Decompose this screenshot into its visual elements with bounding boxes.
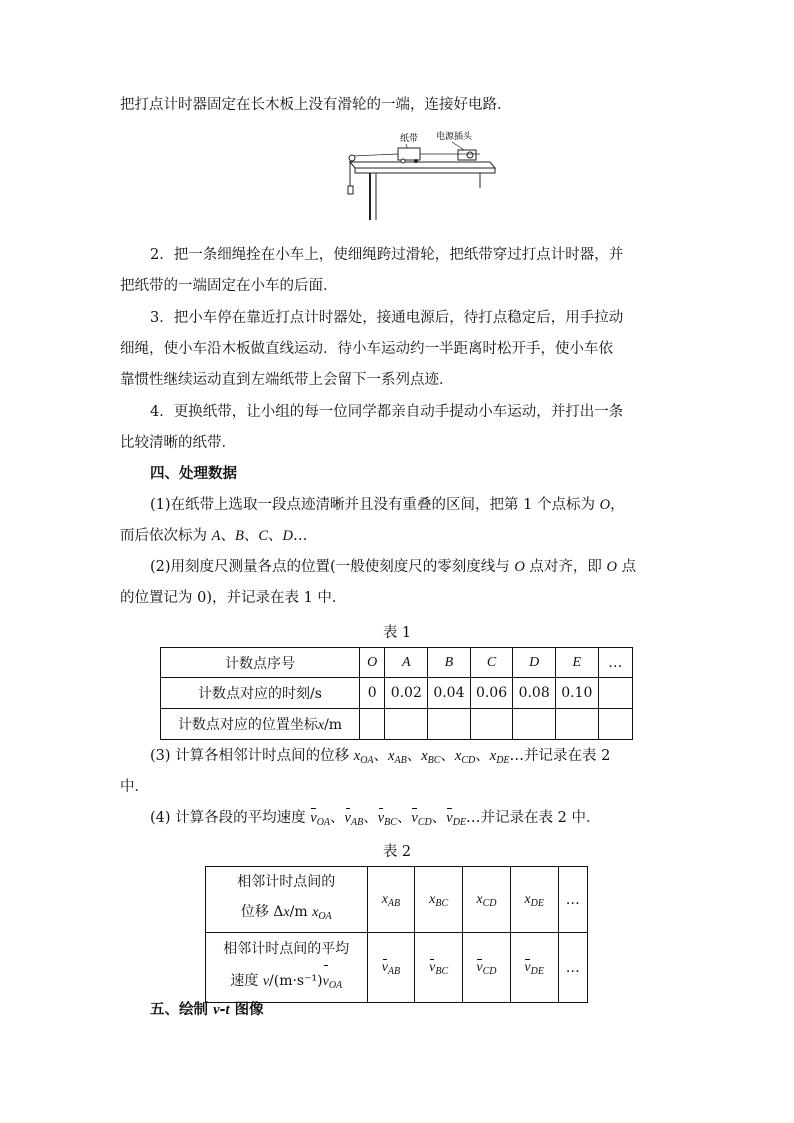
table1-cell: 0.08: [513, 678, 556, 709]
p2-line1: (2)用刻度尺测量各点的位置(一般使刻度尺的零刻度线与 O 点对齐，即 O 点: [150, 559, 637, 575]
pulley: [349, 155, 355, 161]
table1: [160, 647, 633, 740]
apparatus-figure: [340, 128, 500, 223]
table1-row-points: [161, 648, 633, 678]
step3-line1: 3．把小车停在靠近打点计时器处，接通电源后，待打点稳定后，用手拉动: [150, 310, 624, 326]
step4-line1: 4．更换纸带，让小组的每一位同学都亲自动手提动小车运动，并打出一条: [150, 404, 624, 420]
step3-line3: 靠惯性继续运动直到左端纸带上会留下一系列点迹．: [120, 372, 454, 388]
table1-cell: D: [513, 648, 556, 678]
table2-cell: $v_{CD}$: [463, 933, 511, 1003]
intro-line: 把打点计时器固定在长木板上没有滑轮的一端，连接好电路．: [120, 97, 512, 113]
table2-row-velocity: [206, 933, 588, 1003]
table1-cell: …: [598, 648, 632, 678]
section5-title: 五、绘制 v-t 图像: [150, 1001, 264, 1018]
figure-label-plug: 电源插头: [436, 132, 473, 142]
table1-cell: [555, 709, 598, 740]
p2-line2: 的位置记为 0)，并记录在表 1 中．: [120, 590, 347, 606]
table1-cell: E: [555, 648, 598, 678]
step3-line2: 细绳，使小车沿木板做直线运动．待小车运动约一半距离时松开手，使小车依: [120, 341, 613, 357]
table2: [205, 866, 588, 1003]
cart: [398, 148, 420, 160]
table1-header-times: 计数点对应的时刻/s: [161, 678, 360, 709]
table2-cell: $v_{DE}$: [510, 933, 558, 1003]
table1-cell: [428, 709, 471, 740]
section4-title: 四、处理数据: [150, 465, 237, 482]
table2-cell: $x_{DE}$: [510, 867, 558, 933]
table1-cell: 0.10: [555, 678, 598, 709]
table1-cell: [513, 709, 556, 740]
table2-cell: …: [558, 867, 587, 933]
table1-caption: 表 1: [382, 625, 412, 641]
table2-row-displacement: [206, 867, 588, 933]
table2-cell: $v_{BC}$: [415, 933, 463, 1003]
table2-cell: $x_{AB}$: [367, 867, 415, 933]
table2-caption: 表 2: [382, 844, 412, 860]
table2-cell: $v_{AB}$: [367, 933, 415, 1003]
table2-header-displacement: 相邻计时点间的 位移 Δx/m $x_{OA}$: [206, 867, 368, 933]
table1-cell: 0: [359, 678, 384, 709]
p1-line2: 而后依次标为 A、B、C、D…: [120, 528, 308, 544]
table2-cell: $x_{CD}$: [463, 867, 511, 933]
board-edge: [355, 168, 495, 173]
table1-cell: [598, 709, 632, 740]
table1-cell: 0.06: [470, 678, 513, 709]
table1-cell: [470, 709, 513, 740]
table1-cell: A: [385, 648, 428, 678]
table1-row-positions: [161, 709, 633, 740]
step2-line1: 2．把一条细绳拴在小车上，使细绳跨过滑轮，把纸带穿过打点计时器，并: [150, 247, 624, 263]
p3-line2: 中．: [120, 779, 149, 795]
table1-header-positions: 计数点对应的位置坐标x/m: [161, 709, 360, 740]
table1-cell: B: [428, 648, 471, 678]
board-top: [350, 162, 495, 168]
step4-line2: 比较清晰的纸带．: [120, 435, 236, 451]
table2-cell: …: [558, 933, 587, 1003]
table1-cell: [598, 678, 632, 709]
p3-line1: (3) 计算各相邻计时点间的位移 $x_{OA}$、$x_{AB}$、$x_{BC}$、$x_{CD}$、$x_{DE}\dots$并记录在表 2: [150, 748, 611, 766]
figure-label-tape: 纸带: [400, 134, 419, 144]
table1-cell: [385, 709, 428, 740]
step2-line2: 把纸带的一端固定在小车的后面．: [120, 278, 338, 294]
table1-cell: 0.02: [385, 678, 428, 709]
table2-cell: $x_{BC}$: [415, 867, 463, 933]
table1-cell: 0.04: [428, 678, 471, 709]
table1-row-times: [161, 678, 633, 709]
table1-cell: C: [470, 648, 513, 678]
table1-header-points: 计数点序号: [161, 648, 360, 678]
table2-header-velocity: 相邻计时点间的平均 速度 $v/(m\cdot s^{-1})v_{OA}$: [206, 933, 368, 1003]
table1-cell: [359, 709, 384, 740]
p4-line1: (4) 计算各段的平均速度 $v_{OA}$、$v_{AB}$、$v_{BC}$、$v_{CD}$、$v_{DE}\dots$并记录在表 2 中．: [150, 810, 601, 828]
table1-cell: O: [359, 648, 384, 678]
p1-line1: (1)在纸带上选取一段点迹清晰并且没有重叠的区间，把第 1 个点标为 O，: [150, 497, 625, 513]
